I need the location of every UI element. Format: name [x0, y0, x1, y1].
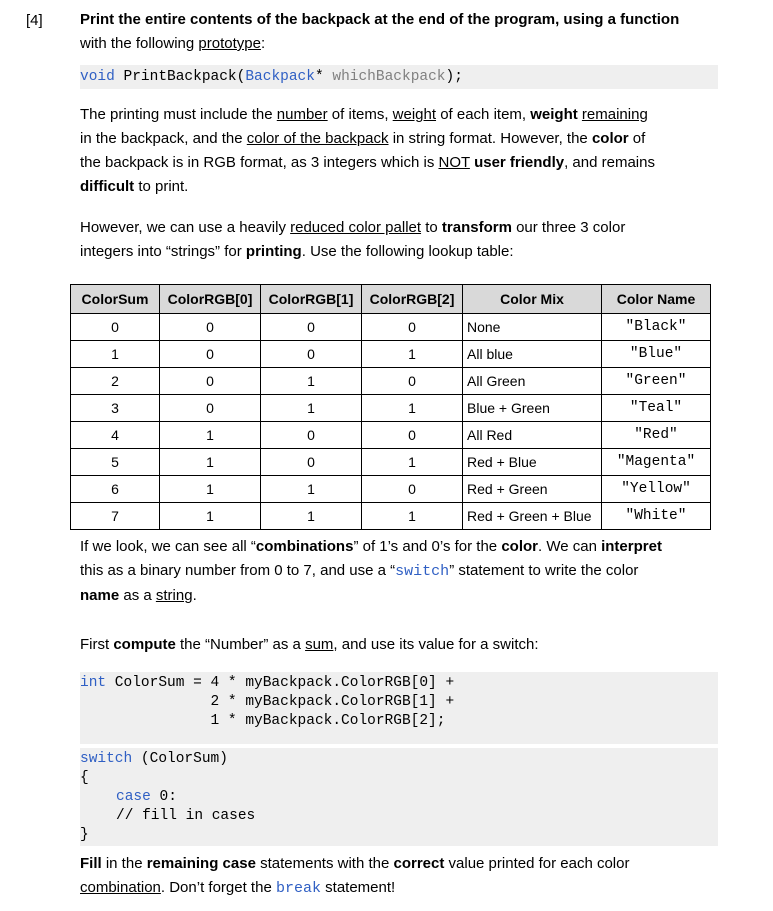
cell-rgb2: 1: [362, 503, 463, 530]
cell-color-name: "Magenta": [602, 449, 711, 476]
header-colorrgb2: ColorRGB[2]: [362, 285, 463, 314]
table-row: [71, 368, 711, 395]
header-colorrgb0: ColorRGB[0]: [160, 285, 261, 314]
table-row: [71, 449, 711, 476]
header-colorrgb1: ColorRGB[1]: [261, 285, 362, 314]
table-header-row: [71, 285, 711, 314]
cell-color-name: "Yellow": [602, 476, 711, 503]
cell-rgb0: 0: [160, 314, 261, 341]
fill-cases-paragraph: Fill in the remaining case statements with the correct value printed for each color combination. Don’t forget the break statement!: [80, 855, 630, 897]
cell-rgb0: 1: [160, 503, 261, 530]
cell-color-mix: All blue: [463, 341, 602, 368]
color-lookup-table: [70, 284, 711, 530]
question-number: [4]: [26, 12, 43, 29]
cell-rgb1: 0: [261, 422, 362, 449]
table-row: [71, 503, 711, 530]
cell-color-name: "Green": [602, 368, 711, 395]
cell-colorsum: 1: [71, 341, 160, 368]
cell-rgb2: 0: [362, 476, 463, 503]
cell-colorsum: 7: [71, 503, 160, 530]
cell-color-mix: All Green: [463, 368, 602, 395]
table-row: [71, 422, 711, 449]
cell-rgb0: 0: [160, 395, 261, 422]
header-color-name: Color Name: [602, 285, 711, 314]
header-color-mix: Color Mix: [463, 285, 602, 314]
cell-color-mix: Blue + Green: [463, 395, 602, 422]
lookup-intro-paragraph: However, we can use a heavily reduced color pallet to transform our three 3 color integers into “strings” for printing. Use the following lookup table:: [80, 219, 626, 260]
switch-code-block: switch (ColorSum) { case 0: // fill in cases }: [80, 748, 718, 846]
cell-rgb0: 1: [160, 449, 261, 476]
cell-rgb1: 1: [261, 395, 362, 422]
table-row: [71, 476, 711, 503]
cell-rgb2: 0: [362, 314, 463, 341]
cell-color-mix: Red + Blue: [463, 449, 602, 476]
cell-rgb1: 1: [261, 476, 362, 503]
cell-colorsum: 3: [71, 395, 160, 422]
cell-rgb1: 0: [261, 314, 362, 341]
table-row: [71, 341, 711, 368]
cell-rgb2: 0: [362, 422, 463, 449]
cell-rgb2: 1: [362, 395, 463, 422]
cell-colorsum: 6: [71, 476, 160, 503]
cell-color-name: "Black": [602, 314, 711, 341]
table-row: [71, 395, 711, 422]
cell-color-mix: None: [463, 314, 602, 341]
cell-color-mix: Red + Green: [463, 476, 602, 503]
combinations-paragraph: If we look, we can see all “combinations” of 1’s and 0’s for the color. We can interpret this as a binary number from 0 to 7, and use a “switch” statement to write the color name as a string.: [80, 538, 662, 604]
cell-rgb0: 1: [160, 422, 261, 449]
cell-color-name: "Blue": [602, 341, 711, 368]
requirements-paragraph: The printing must include the number of items, weight of each item, weight remaining in the backpack, and the color of the backpack in string format. However, the color of the backpack is in RGB format, as 3 integers which is NOT user friendly, and remains difficult to print.: [80, 106, 655, 195]
cell-color-mix: All Red: [463, 422, 602, 449]
table-row: [71, 314, 711, 341]
cell-rgb0: 0: [160, 341, 261, 368]
header-colorsum: ColorSum: [71, 285, 160, 314]
cell-colorsum: 5: [71, 449, 160, 476]
cell-rgb2: 1: [362, 449, 463, 476]
cell-rgb2: 1: [362, 341, 463, 368]
cell-color-name: "White": [602, 503, 711, 530]
cell-color-name: "Teal": [602, 395, 711, 422]
cell-color-mix: Red + Green + Blue: [463, 503, 602, 530]
compute-paragraph: First compute the “Number” as a sum, and use its value for a switch:: [80, 636, 539, 653]
cell-color-name: "Red": [602, 422, 711, 449]
colorsum-code-block: int ColorSum = 4 * myBackpack.ColorRGB[0] + 2 * myBackpack.ColorRGB[1] + 1 * myBackpack.ColorRGB[2];: [80, 672, 718, 744]
cell-rgb0: 1: [160, 476, 261, 503]
cell-rgb1: 0: [261, 341, 362, 368]
cell-rgb1: 1: [261, 503, 362, 530]
cell-colorsum: 2: [71, 368, 160, 395]
cell-colorsum: 0: [71, 314, 160, 341]
intro-text: Print the entire contents of the backpack at the end of the program, using a function with the following prototype:: [80, 11, 680, 52]
prototype-code-block: void PrintBackpack(Backpack* whichBackpack);: [80, 65, 718, 89]
cell-rgb1: 0: [261, 449, 362, 476]
cell-rgb2: 0: [362, 368, 463, 395]
cell-rgb1: 1: [261, 368, 362, 395]
cell-colorsum: 4: [71, 422, 160, 449]
cell-rgb0: 0: [160, 368, 261, 395]
